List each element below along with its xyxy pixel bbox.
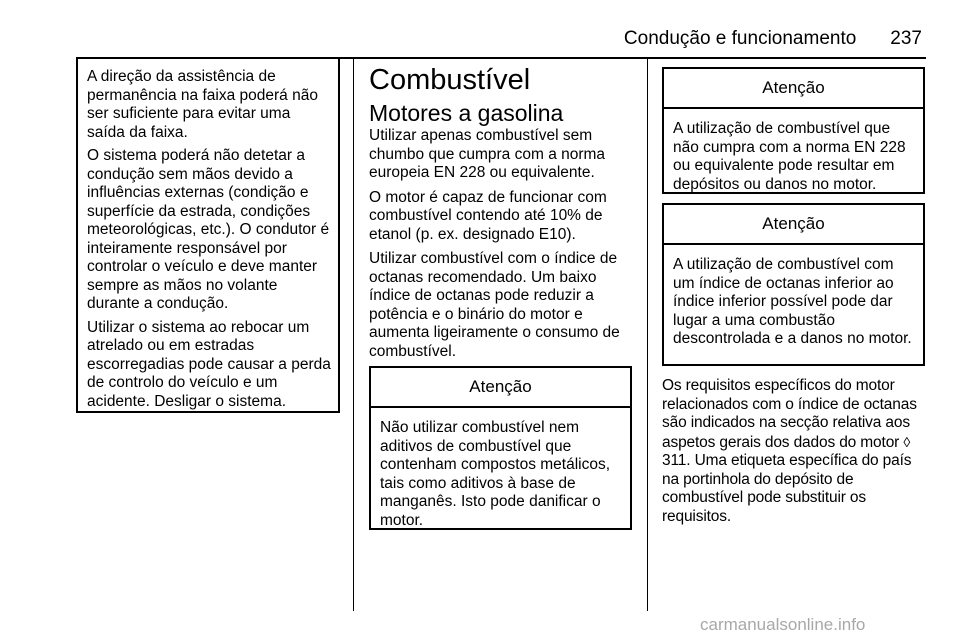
column-divider-1: [353, 59, 354, 611]
note-paragraph: Utilizar o sistema ao rebocar um atrelado ou em estradas escorregadias pode causar a perda de controlo do veículo e um acidente. Desligar o sistema.: [87, 318, 331, 410]
page-number: 237: [890, 28, 922, 49]
warning-text: A utilização de combustível com um índice de octanas inferior ao índice inferior possível pode dar lugar a uma combustão descontrolada e a danos no motor.: [673, 256, 912, 347]
lane-assist-note-body: [78, 57, 338, 411]
warning-title: Atenção: [371, 368, 630, 408]
warning-body: [664, 245, 923, 349]
octane-requirements-paragraph: [662, 377, 930, 532]
warning-body: [371, 408, 630, 530]
warning-title: Atenção: [664, 69, 923, 109]
paragraph-text: 311. Uma etiqueta específica do país na portinhola do depósito de combustível pode substituir os requisitos.: [662, 452, 912, 525]
warning-text: A utilização de combustível que não cumpra com a norma EN 228 ou equivalente pode resultar em depósitos ou danos no motor.: [673, 120, 906, 193]
body-paragraph: [662, 377, 930, 526]
column-divider-2: [647, 59, 648, 611]
body-paragraph: Utilizar apenas combustível sem chumbo que cumpra com a norma europeia EN 228 ou equivalente.: [369, 127, 606, 181]
subsection-heading: Motores a gasolina: [369, 100, 564, 126]
paragraph-text: Os requisitos específicos do motor relacionados com o índice de octanas são indicados na secção relativa aos aspetos gerais dos dados do motor: [662, 377, 917, 451]
middle-column: [369, 63, 635, 367]
lane-assist-note-box: [76, 57, 340, 413]
page-reference-icon: ◊: [903, 433, 911, 450]
warning-text: Não utilizar combustível nem aditivos de combustível que contenham compostos metálicos, tais como aditivos à base de manganês. Isto pode danificar o motor.: [380, 419, 611, 529]
warning-title: Atenção: [664, 205, 923, 245]
body-paragraph: Utilizar combustível com o índice de octanas recomendado. Um baixo índice de octanas pode reduzir a potência e o binário do motor e aumenta ligeiramente o consumo de combustível.: [369, 250, 620, 360]
note-paragraph: A direção da assistência de permanência na faixa poderá não ser suficiente para evitar uma saída da faixa.: [87, 68, 318, 141]
warning-box-metal-additives: [369, 366, 632, 530]
watermark: carmanualsonline.info: [700, 615, 866, 634]
warning-body: [664, 109, 923, 194]
running-header: [0, 28, 922, 50]
section-title: Condução e funcionamento: [623, 28, 857, 49]
warning-box-octane: [662, 203, 925, 366]
warning-box-en228: [662, 67, 925, 194]
note-paragraph: O sistema poderá não detetar a condução sem mãos devido a influências externas (condição e superfície da estrada, condições meteorológicas, etc.). O condutor é inteiramente responsável por controlar o veículo e deve manter sempre as mãos no volante durante a condução.: [87, 147, 330, 312]
section-heading: Combustível: [369, 64, 531, 96]
body-paragraph: O motor é capaz de funcionar com combustível contendo até 10% de etanol (p. ex. designado E10).: [369, 188, 607, 243]
